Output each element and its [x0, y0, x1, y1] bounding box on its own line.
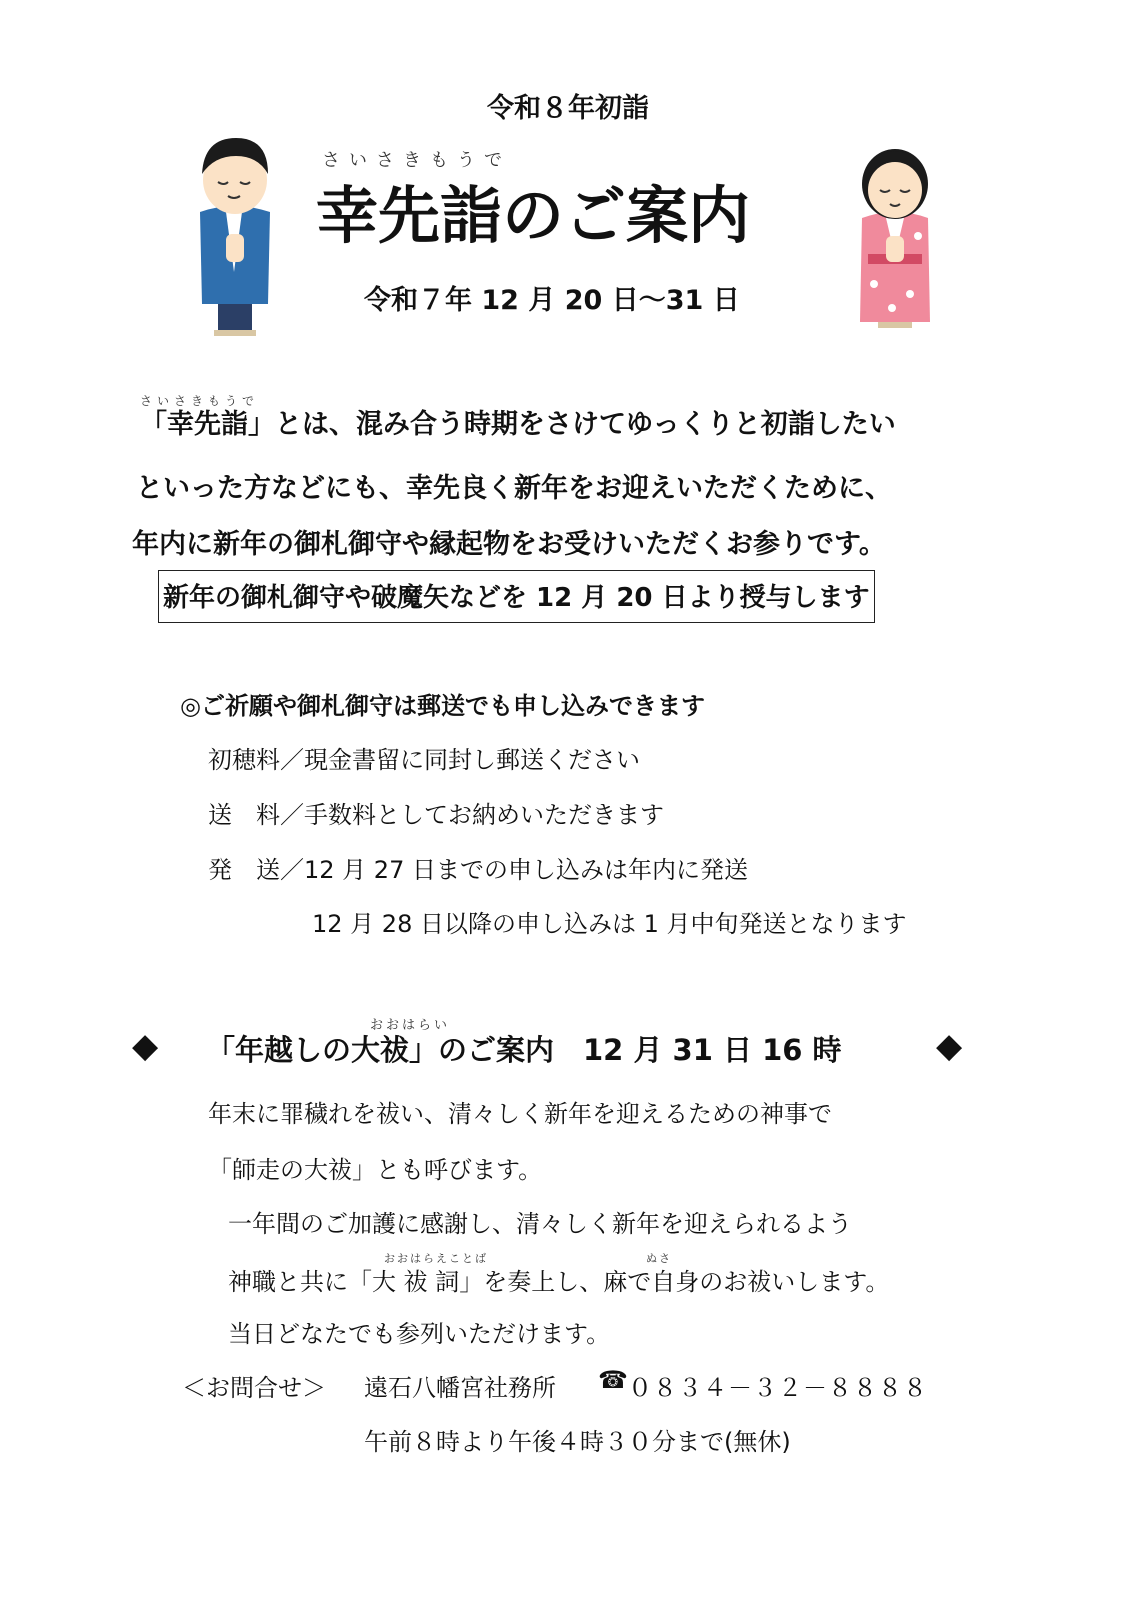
oharae-line-4: 神職と共に「大 祓 詞」を奏上し、麻で自身のお祓いします。 [228, 1268, 890, 1296]
diamond-left-icon: ◆ [132, 1026, 159, 1066]
mail-dispatch: 発 送／12 月 27 日までの申し込みは年内に発送 [208, 856, 748, 884]
oharae-line-5: 当日どなたでも参列いただけます。 [228, 1320, 611, 1348]
event-subtitle: 令和８年初詣 [487, 93, 649, 124]
girl-praying-illustration [838, 124, 952, 339]
event-dates: 令和７年 12 月 20 日～31 日 [364, 285, 740, 316]
mail-dispatch-late: 12 月 28 日以降の申し込みは 1 月中旬発送となります [312, 910, 907, 938]
oharaekotoba-ruby: おおはらえことば [384, 1252, 488, 1265]
phone-icon: ☎ [598, 1366, 628, 1394]
intro-line-1: 「幸先詣」とは、混み合う時期をさけてゆっくりと初詣したい [140, 409, 896, 440]
oharae-line-2: 「師走の大祓」とも呼びます。 [208, 1156, 543, 1184]
contact-label: ＜お問合せ＞ [182, 1374, 326, 1402]
boxed-notice: 新年の御札御守や破魔矢などを 12 月 20 日より授与します [158, 570, 875, 623]
intro-line-2: といった方などにも、幸先良く新年をお迎えいただくために、 [136, 473, 892, 504]
title-ruby: さいさきもうで [322, 150, 511, 171]
intro-ruby: さいさきもうで [140, 394, 260, 408]
oharae-ruby: おおはらい [370, 1018, 451, 1033]
contact-hours: 午前８時より午後４時３０分まで(無休) [364, 1428, 791, 1456]
mail-heading: ◎ご祈願や御札御守は郵送でも申し込みできます [180, 692, 705, 720]
oharae-line-1: 年末に罪穢れを祓い、清々しく新年を迎えるための神事で [208, 1100, 832, 1128]
oharae-heading: 「年越しの大祓」のご案内 12 月 31 日 16 時 [206, 1033, 842, 1067]
boy-praying-illustration [178, 122, 290, 347]
mail-shipping-fee: 送 料／手数料としてお納めいただきます [208, 801, 664, 829]
mail-fee: 初穂料／現金書留に同封し郵送ください [208, 746, 640, 774]
page-title: 幸先詣のご案内 [316, 179, 751, 252]
intro-line-3: 年内に新年の御札御守や縁起物をお受けいただくお参りです。 [132, 529, 886, 560]
diamond-right-icon: ◆ [936, 1026, 963, 1066]
contact-phone[interactable]: ０８３４－３２－８８８８ [628, 1374, 928, 1402]
oharae-line-3: 一年間のご加護に感謝し、清々しく新年を迎えられるよう [228, 1210, 852, 1238]
nusa-ruby: ぬさ [646, 1252, 672, 1265]
contact-office: 遠石八幡宮社務所 [364, 1374, 556, 1402]
